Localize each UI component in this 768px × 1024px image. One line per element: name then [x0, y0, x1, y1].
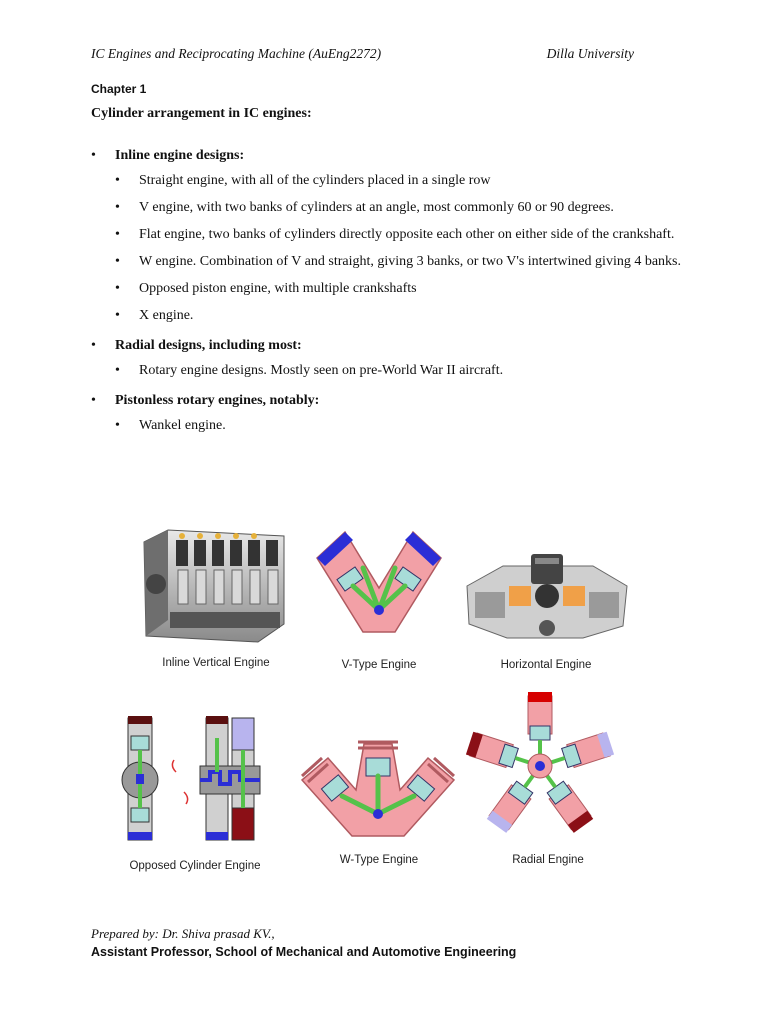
sub-list — [115, 357, 691, 384]
inline-engine-image — [138, 524, 286, 644]
university-name: Dilla University — [546, 46, 634, 61]
group-pistonless — [91, 384, 691, 439]
chapter-label: Chapter 1 — [91, 82, 147, 96]
page-header — [91, 46, 634, 62]
list-item: • Straight engine, with all of the cylinders placed in a single row — [115, 167, 691, 194]
list-item: • X engine. — [115, 302, 691, 329]
group-label: • Inline engine designs: — [115, 148, 245, 163]
prepared-by: Prepared by: Dr. Shiva prasad KV., — [91, 926, 275, 941]
group-radial — [91, 329, 691, 384]
v-type-engine-caption: V-Type Engine — [341, 659, 417, 671]
list-item: • V engine, with two banks of cylinders at an angle, most commonly 60 or 90 degrees. — [115, 194, 691, 221]
page-footer — [91, 926, 516, 959]
list-item: • W engine. Combination of V and straight, giving 3 banks, or two V's intertwined giving 4 banks. — [115, 248, 691, 275]
w-type-engine-caption: W-Type Engine — [339, 854, 419, 866]
horizontal-engine-caption: Horizontal Engine — [500, 659, 592, 671]
list-item: • Opposed piston engine, with multiple crankshafts — [115, 275, 691, 302]
group-label: • Pistonless rotary engines, notably: — [115, 393, 320, 408]
inline-engine-caption: Inline Vertical Engine — [162, 657, 270, 669]
cylinder-arrangement-list — [91, 139, 691, 439]
author-role: Assistant Professor, School of Mechanical and Automotive Engineering — [91, 945, 517, 959]
radial-engine-caption: Radial Engine — [512, 854, 584, 866]
radial-engine-image — [462, 692, 618, 840]
w-type-engine-image — [298, 736, 458, 844]
opposed-engine-image — [118, 714, 270, 844]
horizontal-engine-image — [463, 548, 631, 642]
list-item: • Flat engine, two banks of cylinders directly opposite each other on either side of the crankshaft. — [115, 221, 691, 248]
sub-list — [115, 167, 691, 329]
v-type-engine-image — [313, 528, 445, 642]
group-label: • Radial designs, including most: — [115, 338, 302, 353]
section-title: Cylinder arrangement in IC engines: — [91, 106, 312, 121]
list-item: • Wankel engine. — [115, 412, 691, 439]
course-title: IC Engines and Reciprocating Machine (AuEng2272) — [91, 46, 382, 61]
opposed-engine-caption: Opposed Cylinder Engine — [129, 860, 261, 872]
list-item: • Rotary engine designs. Mostly seen on pre-World War II aircraft. — [115, 357, 691, 384]
group-inline — [91, 139, 691, 329]
sub-list — [115, 412, 691, 439]
